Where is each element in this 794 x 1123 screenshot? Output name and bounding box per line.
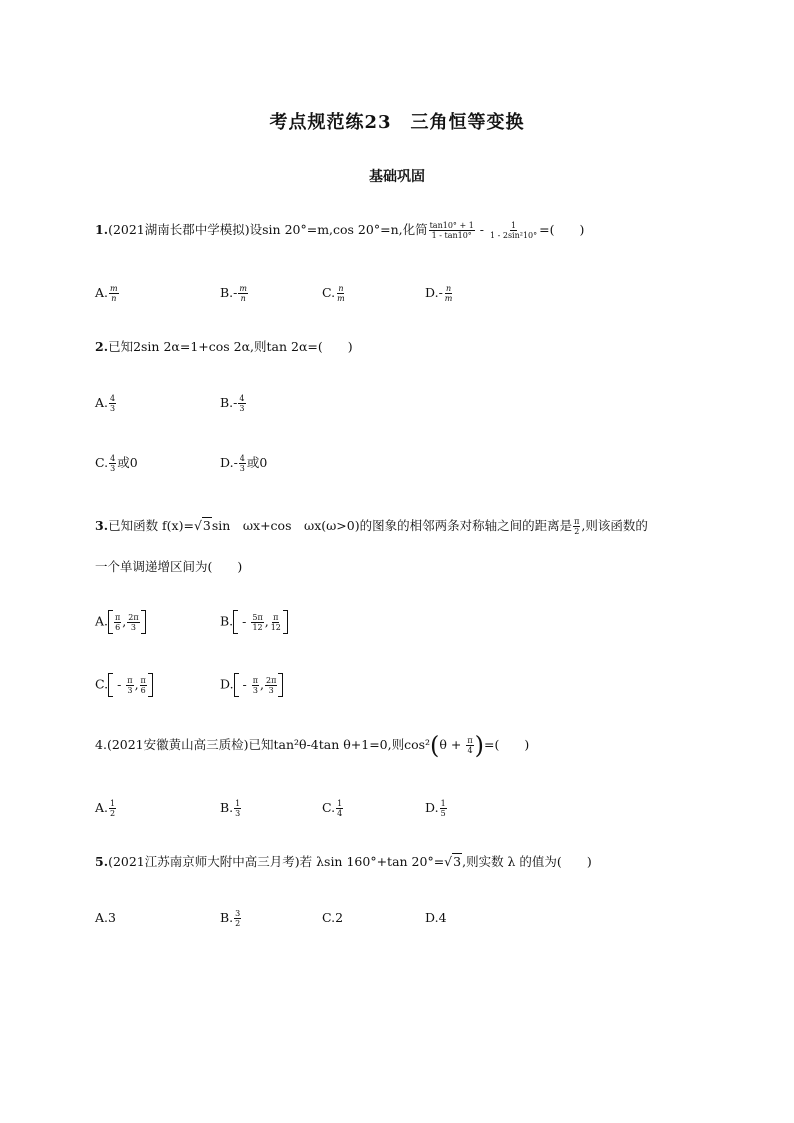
fraction [140, 676, 147, 695]
option-label: D. [425, 910, 439, 925]
option-label: A. [95, 395, 109, 410]
sign: - [233, 455, 238, 470]
fraction [251, 613, 263, 632]
denominator: 1 - tan10° [431, 231, 472, 240]
question-text: (2021湖南长郡中学模拟)设sin 20°=m,cos 20°=n,化简 [108, 222, 428, 237]
option-c[interactable] [322, 908, 343, 928]
fraction [489, 221, 538, 240]
option-d[interactable] [220, 673, 283, 697]
answer-blank: =( ) [539, 222, 585, 237]
option-label: A. [95, 285, 109, 300]
option-label: B. [220, 800, 234, 815]
question-5: 5.(2021江苏南京师大附中高三月考)若 λsin 160°+tan 20°=√3,则实数 λ 的值为( ) [95, 854, 592, 869]
question-number: 2. [95, 339, 109, 354]
numerator: 2π [128, 612, 139, 622]
option-a[interactable] [95, 908, 116, 928]
numerator: π [127, 675, 133, 685]
question-1 [95, 220, 584, 240]
fraction [234, 799, 241, 818]
option-label: C. [95, 455, 109, 470]
option-b[interactable] [220, 610, 288, 634]
option-label: D. [220, 455, 234, 470]
numerator: 5π [252, 612, 263, 622]
sign: - [438, 285, 443, 300]
option-b[interactable] [220, 283, 249, 303]
fraction [126, 676, 133, 695]
option-value: 4 [438, 910, 447, 925]
numerator: π [273, 612, 279, 622]
fraction [265, 676, 277, 695]
option-a[interactable] [95, 610, 146, 634]
denominator: 1 - 2sin²10° [489, 231, 538, 240]
fraction [109, 799, 116, 818]
fraction [109, 454, 116, 473]
numerator: n [338, 284, 344, 293]
interval: $\frac{\pi}{6}$ , $\frac{2\pi}{3}$ [108, 610, 146, 634]
numerator: 1 [511, 221, 517, 230]
fraction [270, 613, 282, 632]
option-label: B. [220, 395, 234, 410]
numerator: π [574, 517, 580, 526]
option-b[interactable] [220, 393, 247, 413]
option-suffix: 或0 [246, 455, 268, 470]
option-label: B. [220, 285, 234, 300]
denominator: 12 [252, 622, 263, 632]
denominator: 2 [110, 809, 116, 818]
question-text: ,则实数 λ 的值为( ) [462, 854, 592, 869]
fraction [234, 909, 241, 928]
denominator: 6 [140, 685, 146, 695]
sqrt-radicand: 3 [453, 854, 462, 869]
option-d[interactable] [425, 283, 454, 303]
option-suffix: 或0 [117, 455, 138, 470]
question-text: sin ωx+cos ωx(ω>0)的图象的相邻两条对称轴之间的距离是 [211, 518, 573, 533]
numerator: π [467, 736, 473, 745]
option-c[interactable] [322, 798, 344, 818]
question-text: ,则该函数的 [581, 518, 648, 533]
numerator: m [110, 284, 118, 293]
question-3: 3.已知函数 f(x)=√3sin ωx+cos ωx(ω>0)的图象的相邻两条对称轴之间的距离是 $\frac{\pi}{2}$ ,则该函数的 [95, 517, 648, 536]
fraction [466, 736, 473, 755]
sqrt-radicand: 3 [202, 518, 211, 533]
fraction [429, 221, 475, 240]
question-text: 已知函数 f(x)= [108, 518, 194, 533]
option-label: A. [95, 800, 109, 815]
question-2 [95, 337, 353, 357]
question-3-line2: 一个单调递增区间为( ) [95, 559, 243, 574]
sign: - [242, 614, 247, 629]
option-label: B. [220, 910, 234, 925]
denominator: 5 [440, 809, 446, 818]
numerator: 1 [110, 799, 116, 808]
option-d[interactable] [425, 908, 447, 928]
section-heading: 基础巩固 [369, 169, 425, 185]
option-label: C. [95, 676, 109, 692]
fraction [109, 284, 119, 303]
numerator: 1 [440, 799, 446, 808]
denominator: 6 [115, 622, 121, 632]
sign: - [233, 395, 238, 410]
numerator: 3 [235, 909, 241, 918]
option-label: B. [220, 613, 234, 629]
sign: - [242, 677, 247, 692]
numerator: 4 [239, 394, 245, 403]
numerator: 2π [266, 675, 277, 685]
question-number: 3. [95, 518, 109, 533]
fraction [238, 394, 245, 413]
option-label: C. [322, 285, 336, 300]
denominator: m [337, 294, 345, 303]
interval: - $\frac{5\pi}{12}$ , $\frac{\pi}{12}$ [233, 610, 288, 634]
option-value: 3 [108, 910, 116, 925]
denominator: 3 [235, 809, 241, 818]
denominator: n [240, 294, 246, 303]
page-title: 考点规范练23 三角恒等变换 [269, 112, 525, 133]
question-text: (2021安徽黄山高三质检)已知tan²θ-4tan θ+1=0,则cos² [106, 737, 431, 752]
question-text: 已知2sin 2α=1+cos 2α,则tan 2α=( ) [108, 339, 353, 354]
option-d[interactable] [220, 453, 267, 473]
question-number: 4. [95, 737, 107, 752]
sign: - [117, 677, 122, 692]
denominator: 3 [239, 464, 245, 473]
denominator: 3 [239, 404, 245, 413]
option-label: A. [95, 613, 109, 629]
question-4 [95, 731, 530, 760]
numerator: 1 [235, 799, 241, 808]
option-c[interactable] [95, 453, 138, 473]
denominator: m [444, 294, 453, 303]
fraction [573, 517, 580, 536]
right-paren: ) [474, 731, 485, 760]
question-number: 5. [95, 854, 109, 869]
interval: - $\frac{\pi}{3}$ , $\frac{\pi}{6}$ [108, 673, 153, 697]
option-c[interactable] [95, 673, 153, 697]
option-d[interactable] [425, 798, 448, 818]
numerator: 4 [110, 454, 116, 463]
numerator: n [446, 284, 452, 293]
question-text: (2021江苏南京师大附中高三月考)若 λsin 160°+tan 20°= [108, 854, 445, 869]
denominator: 3 [130, 622, 136, 632]
interval: - $\frac{\pi}{3}$ , $\frac{2\pi}{3}$ [234, 673, 284, 697]
question-number: 1. [95, 222, 109, 237]
denominator: 2 [235, 919, 241, 928]
option-b[interactable] [220, 798, 242, 818]
denominator: 12 [270, 622, 281, 632]
option-label: D. [425, 285, 439, 300]
option-a[interactable] [95, 283, 120, 303]
numerator: π [140, 675, 146, 685]
fraction [238, 284, 248, 303]
denominator: n [111, 294, 117, 303]
numerator: π [115, 612, 121, 622]
fraction [127, 613, 139, 632]
denominator: 4 [337, 809, 343, 818]
option-label: D. [425, 800, 439, 815]
fraction [109, 394, 116, 413]
option-label: A. [95, 910, 109, 925]
option-c[interactable] [322, 283, 347, 303]
fraction [336, 284, 346, 303]
option-label: C. [322, 910, 336, 925]
option-label: C. [322, 800, 336, 815]
denominator: 3 [110, 464, 116, 473]
fraction [440, 799, 447, 818]
denominator: 3 [252, 685, 258, 695]
numerator: m [239, 284, 247, 293]
numerator: 4 [239, 454, 245, 463]
option-value: 2 [335, 910, 344, 925]
answer-blank: =( ) [484, 737, 530, 752]
fraction [239, 454, 246, 473]
option-b[interactable] [220, 908, 242, 928]
numerator: 4 [110, 394, 116, 403]
inner-expression: θ + [439, 737, 466, 752]
numerator: 1 [337, 799, 343, 808]
denominator: 3 [268, 685, 274, 695]
denominator: 2 [574, 527, 580, 536]
denominator: 3 [127, 685, 133, 695]
operator: - [475, 222, 488, 237]
fraction [114, 613, 121, 632]
denominator: 3 [110, 404, 116, 413]
sign: - [233, 285, 238, 300]
numerator: π [252, 675, 259, 685]
numerator: tan10° + 1 [429, 221, 474, 230]
option-label: D. [220, 676, 234, 692]
fraction [252, 676, 259, 695]
option-a[interactable] [95, 393, 117, 413]
left-paren: ( [430, 731, 440, 760]
fraction [336, 799, 343, 818]
denominator: 4 [467, 746, 473, 755]
option-a[interactable] [95, 798, 117, 818]
fraction [444, 284, 454, 303]
